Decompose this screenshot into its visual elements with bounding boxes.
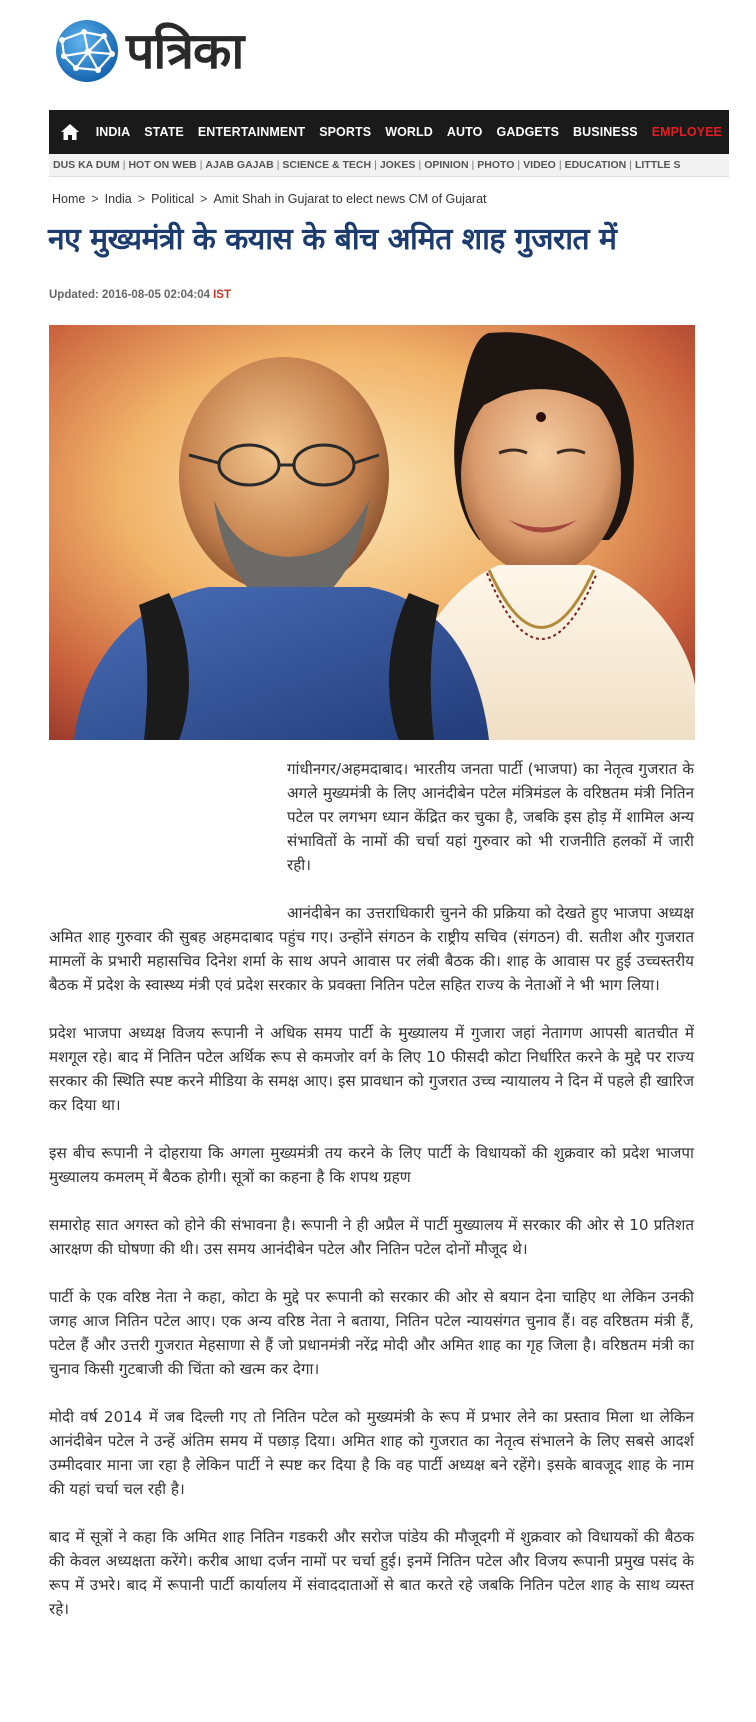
article-paragraph: इस बीच रूपानी ने दोहराया कि अगला मुख्यमंत्री तय करने के लिए पार्टी के विधायकों की शुक्रवार को प्रदेश भाजपा मुख्यालय कमलम् में बैठक होगी। सूत्रों का कहना है कि शपथ ग्रहण: [49, 1144, 694, 1186]
article-photo: [49, 325, 695, 740]
nav-entertainment[interactable]: ENTERTAINMENT: [197, 125, 306, 139]
breadcrumb-political[interactable]: Political: [151, 192, 195, 206]
sub-nav: [49, 154, 729, 177]
breadcrumb-india[interactable]: India: [104, 192, 132, 206]
subnav-divider: |: [199, 159, 203, 171]
site-logo[interactable]: [54, 14, 243, 88]
timezone-label: IST: [213, 289, 231, 301]
article-title: नए मुख्यमंत्री के कयास के बीच अमित शाह गुजरात में: [48, 222, 617, 257]
article-paragraph: बाद में सूत्रों ने कहा कि अमित शाह नितिन गडकरी और सरोज पांडेय की मौजूदगी में शुक्रवार को विधायकों की बैठक की केवल अध्यक्षता करेंगे। करीब आधा दर्जन नामों पर चर्चा हुई। इनमें नितिन पटेल और विजय रूपानी प्रमुख पसंद के रूप में उभरे। बाद में रूपानी पार्टी कार्यालय में संवाददाताओं से बात करते रहे जबकि नितिन पटेल शाह के साथ व्यस्त रहे।: [49, 1528, 694, 1618]
logo-wordmark: पत्रिका: [126, 22, 244, 80]
subnav-photo[interactable]: PHOTO: [477, 159, 515, 171]
subnav-divider: |: [276, 159, 280, 171]
breadcrumb-current: Amit Shah in Gujarat to elect news CM of Gujarat: [213, 192, 487, 206]
subnav-dus-ka-dum[interactable]: DUS KA DUM: [53, 159, 120, 171]
main-nav: [49, 110, 729, 154]
nav-auto[interactable]: AUTO: [446, 125, 483, 139]
home-button[interactable]: [51, 110, 89, 154]
article-paragraph: गांधीनगर/अहमदाबाद। भारतीय जनता पार्टी (भाजपा) का नेतृत्व गुजरात के अगले मुख्यमंत्री के लिए आनंदीबेन पटेल मंत्रिमंडल के वरिष्ठतम मंत्री नितिन पटेल पर लगभग ध्यान केंद्रित कर चुका है, जबकि इस होड़ में शामिल अन्य संभावितों के नामों की चर्चा यहां गुरुवार को भी राजनीति हलकों में जारी रही।: [287, 760, 694, 874]
article-paragraph: प्रदेश भाजपा अध्यक्ष विजय रूपानी ने अधिक समय पार्टी के मुख्यालय में गुजारा जहां नेतागण आपसी बातचीत में मशगूल रहे। बाद में नितिन पटेल अर्थिक रूप से कमजोर वर्ग के लिए 10 फीसदी कोटा निर्धारित करने के मुद्दे पर राज्य सरकार की स्थिति स्पष्ट करने मीडिया के समक्ष आए। इस प्रावधान को गुजरात उच्च न्यायालय ने दिन में पहले ही खारिज कर दिया था।: [49, 1024, 694, 1114]
subnav-science-tech[interactable]: SCIENCE & TECH: [282, 159, 372, 171]
home-icon: [60, 123, 80, 141]
nav-gadgets[interactable]: GADGETS: [496, 125, 560, 139]
breadcrumb-separator: >: [137, 192, 146, 206]
nav-world[interactable]: WORLD: [385, 125, 433, 139]
subnav-divider: |: [558, 159, 562, 171]
article-paragraph: समारोह सात अगस्त को होने की संभावना है। रूपानी ने ही अप्रैल में पार्टी मुख्यालय में सरकार की ओर से 10 प्रतिशत आरक्षण की घोषणा की थी। उस समय आनंदीबेन पटेल और नितिन पटेल दोनों मौजूद थे।: [49, 1216, 694, 1258]
nav-india[interactable]: INDIA: [95, 125, 131, 139]
nav-business[interactable]: BUSINESS: [573, 125, 638, 139]
subnav-divider: |: [374, 159, 377, 171]
article-paragraph: मोदी वर्ष 2014 में जब दिल्ली गए तो नितिन पटेल को मुख्यमंत्री के रूप में प्रभार लेने का प्रस्ताव मिला था लेकिन आनंदीबेन पटेल ने उन्हें अंतिम समय में पछाड़ दिया। अमित शाह को गुजरात का नेतृत्व संभालने के लिए सबसे आदर्श उम्मीदवार माना जा रहा है लेकिन पार्टी ने स्पष्ट कर दिया है कि वह पार्टी अध्यक्ष बने रहेंगे। इसके बावजूद शाह के नाम की यहां चर्चा चल रही है।: [49, 1408, 694, 1498]
subnav-education[interactable]: EDUCATION: [564, 159, 627, 171]
updated-label: Updated: 2016-08-05 02:04:04: [49, 289, 211, 301]
breadcrumb-home[interactable]: Home: [52, 192, 86, 206]
subnav-little-s[interactable]: LITTLE S: [634, 159, 681, 171]
subnav-divider: |: [418, 159, 422, 171]
article-body: [49, 757, 694, 1645]
article-paragraph: पार्टी के एक वरिष्ठ नेता ने कहा, कोटा के मुद्दे पर रूपानी को सरकार की ओर से बयान देना चाहिए था लेकिन उनकी जगह आज नितिन पटेल आए। एक अन्य वरिष्ठ नेता ने बताया, नितिन पटेल न्यायसंगत चुनाव हैं। वह वरिष्ठतम मंत्री हैं, पटेल हैं और उत्तरी गुजरात मेहसाणा से हैं जो प्रधानमंत्री नरेंद्र मोदी और अमित शाह का गृह जिला है। वरिष्ठतम मंत्री का चुनाव किसी गुटबाजी की चिंता को खत्म कर देगा।: [49, 1288, 694, 1378]
subnav-divider: |: [629, 159, 632, 171]
subnav-video[interactable]: VIDEO: [523, 159, 556, 171]
subnav-ajab-gajab[interactable]: AJAB GAJAB: [205, 159, 274, 171]
subnav-divider: |: [122, 159, 126, 171]
subnav-hot-on-web[interactable]: HOT ON WEB: [128, 159, 197, 171]
article-paragraph: आनंदीबेन का उत्तराधिकारी चुनने की प्रक्रिया को देखते हुए भाजपा अध्यक्ष अमित शाह गुरुवार की सुबह अहमदाबाद पहुंच गए। उन्होंने संगठन के राष्ट्रीय सचिव (संगठन) वी. सतीश और गुजरात मामलों के प्रभारी महासचिव दिनेश शर्मा के साथ अपने आवास पर लंबी बैठक की। शाह के आवास पर हुई उच्चस्तरीय बैठक में प्रदेश के स्वास्थ्य मंत्री एवं प्रदेश सरकार के प्रवक्ता नितिन पटेल सहित राज्य के नेताओं ने भी भाग लिया।: [49, 904, 694, 994]
subnav-divider: |: [517, 159, 521, 171]
breadcrumb: [52, 192, 487, 206]
subnav-opinion[interactable]: OPINION: [424, 159, 469, 171]
updated-timestamp: [49, 289, 231, 301]
subnav-divider: |: [471, 159, 475, 171]
subnav-jokes[interactable]: JOKES: [379, 159, 416, 171]
nav-employee[interactable]: EMPLOYEE: [651, 125, 722, 139]
breadcrumb-separator: >: [200, 192, 208, 206]
breadcrumb-separator: >: [91, 192, 99, 206]
nav-sports[interactable]: SPORTS: [319, 125, 372, 139]
globe-logo-icon: [54, 18, 120, 84]
nav-state[interactable]: STATE: [144, 125, 184, 139]
